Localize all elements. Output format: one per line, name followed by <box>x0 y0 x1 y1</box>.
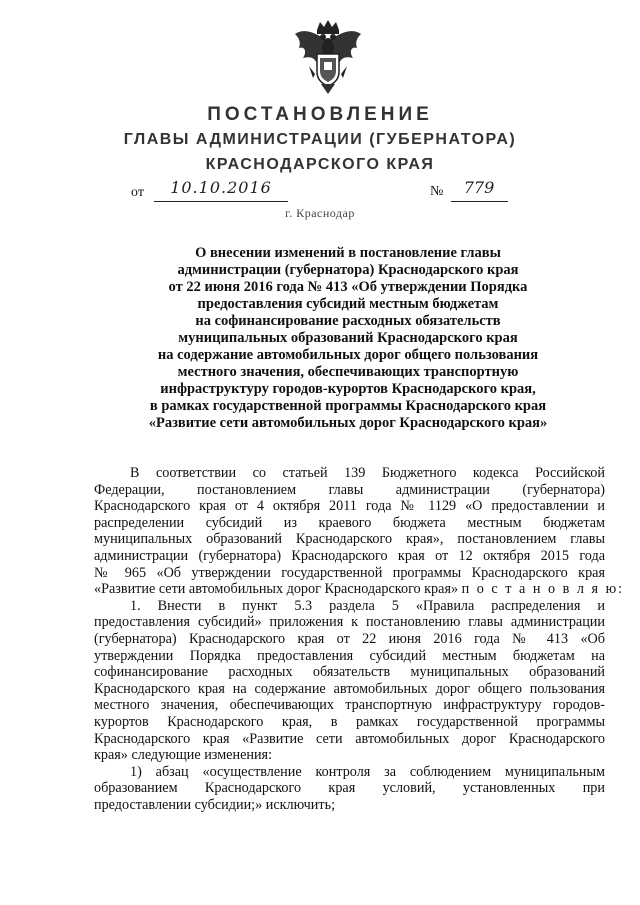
body-line: курортов Краснодарского края, в рамках государственной программы <box>94 713 605 730</box>
body-line: администрации (губернатора) Краснодарского края от 12 октября 2015 года <box>94 547 605 564</box>
body-line: местного значения, обеспечивающих транспортную инфраструктуру городов- <box>94 697 605 714</box>
body-line: 1. Внести в пункт 5.3 раздела 5 «Правила распределения и <box>130 597 605 614</box>
title-line: местного значения, обеспечивающих транспортную <box>177 364 519 380</box>
city-label: г. Краснодар <box>285 206 355 220</box>
title-line: на софинансирование расходных обязательств <box>195 313 501 329</box>
authority-heading-line-2: КРАСНОДАРСКОГО КРАЯ <box>205 156 435 173</box>
body-line: распределении субсидий из краевого бюджета местным бюджетам <box>94 514 605 531</box>
body-line: края» следующие изменения: <box>94 747 273 764</box>
date-label: от <box>131 185 144 200</box>
body-line-text: «Развитие сети автомобильных дорог Краснодарского края» <box>94 581 459 598</box>
body-line: Федерации, постановлением главы администрации (губернатора) <box>94 481 605 498</box>
title-line: от 22 июня 2016 года № 413 «Об утверждении Порядка <box>168 279 528 295</box>
body-line: Краснодарского края от 4 октября 2011 года № 1129 «О предоставлении и <box>94 498 605 515</box>
body-line: предоставления субсидий» приложения к постановлению главы администрации <box>94 614 605 631</box>
title-line: администрации (губернатора) Краснодарского края <box>177 262 519 278</box>
title-line: предоставления субсидий местным бюджетам <box>197 296 499 312</box>
body-line: утверждении Порядка предоставления субсидий местным бюджетам на <box>94 647 605 664</box>
body-line: Краснодарского края на содержание автомобильных дорог общего пользования <box>94 680 605 697</box>
title-line: инфраструктуру городов-курортов Краснодарского края, <box>160 381 536 397</box>
body-line <box>94 581 625 598</box>
document-type-heading: ПОСТАНОВЛЕНИЕ <box>207 104 433 125</box>
body-line: Краснодарского края «Развитие сети автомобильных дорог Краснодарского <box>94 730 605 747</box>
resolution-title <box>128 245 568 432</box>
body-line: образованием Краснодарского края условий, установленных при <box>94 780 605 797</box>
body-line: (губернатора) Краснодарского края от 22 июня 2016 года № 413 «Об <box>94 630 605 647</box>
number-underline <box>451 201 508 202</box>
body-line: муниципальных образований Краснодарского края», постановлением главы <box>94 531 605 548</box>
title-line: О внесении изменений в постановление главы <box>195 245 501 261</box>
number-value: 779 <box>463 178 495 197</box>
date-underline <box>154 201 288 202</box>
title-line: в рамках государственной программы Краснодарского края <box>149 398 547 414</box>
resolve-word: п о с т а н о в л я ю: <box>461 581 625 598</box>
title-line: муниципальных образований Краснодарского края <box>178 330 518 346</box>
body-line: № 965 «Об утверждении государственной программы Краснодарского края <box>94 564 605 581</box>
body-line: предоставлении субсидии;» исключить; <box>94 796 336 813</box>
title-line: «Развитие сети автомобильных дорог Краснодарского края» <box>148 415 548 431</box>
document-body <box>94 465 625 813</box>
coat-of-arms-emblem <box>293 18 363 96</box>
body-line: софинансирование расходных обязательств муниципальных образований <box>94 664 605 681</box>
body-line: В соответствии со статьей 139 Бюджетного кодекса Российской <box>130 465 605 481</box>
title-line: на содержание автомобильных дорог общего пользования <box>157 347 539 363</box>
body-line: 1) абзац «осуществление контроля за соблюдением муниципальным <box>130 763 605 780</box>
number-label: № <box>430 184 444 199</box>
authority-heading-line-1: ГЛАВЫ АДМИНИСТРАЦИИ (ГУБЕРНАТОРА) <box>123 131 517 148</box>
date-value: 10.10.2016 <box>170 178 272 197</box>
